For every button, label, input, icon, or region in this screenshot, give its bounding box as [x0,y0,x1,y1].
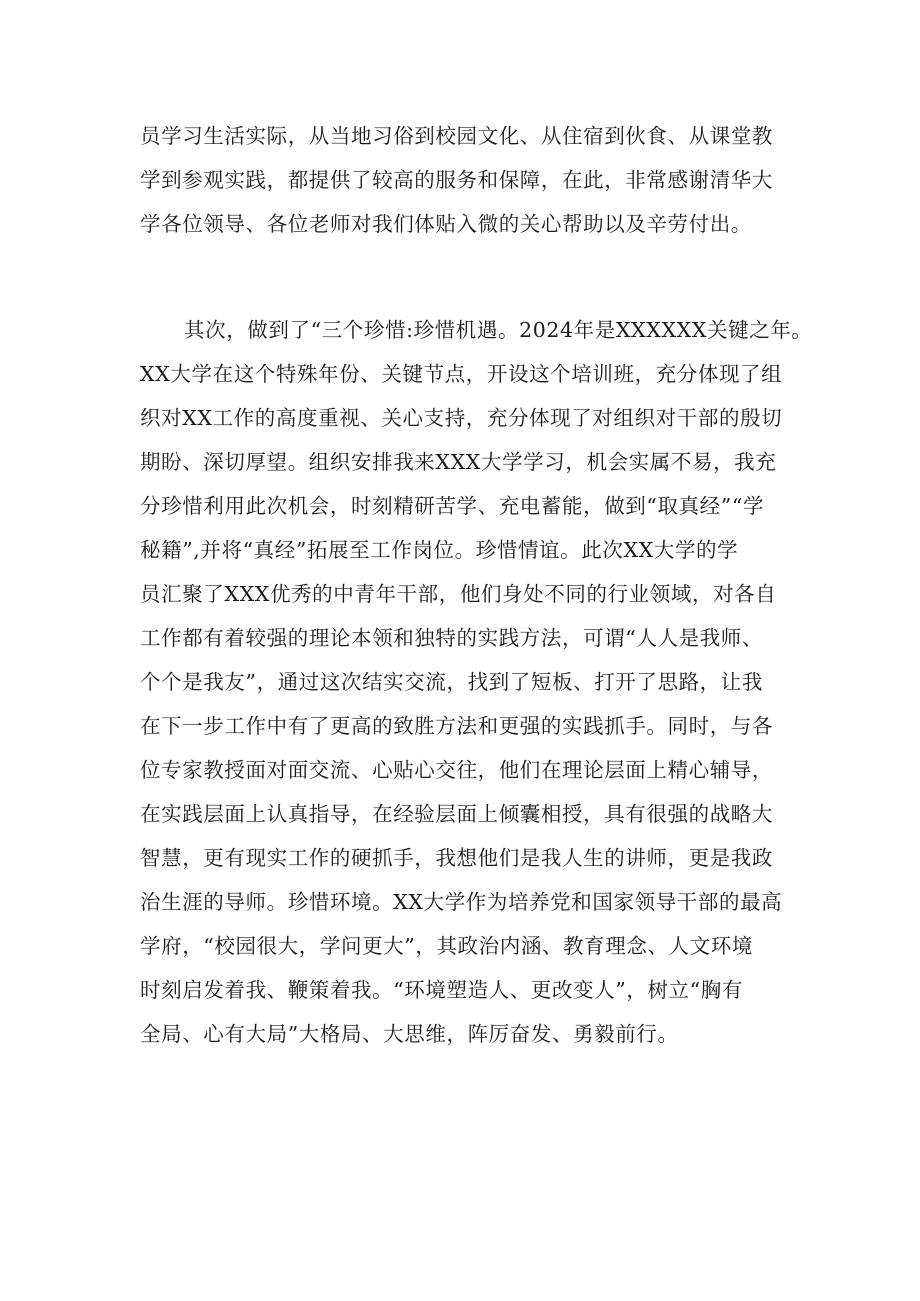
text-line: 治生涯的导师。珍惜环境。XX大学作为培养党和国家领导干部的最高 [140,890,783,914]
text-line: 学到参观实践，都提供了较高的服务和保障，在此，非常感谢清华大 [140,168,773,192]
text-line: 工作都有着较强的理论本领和独特的实践方法，可谓“人人是我师、 [140,626,763,650]
text-line: 智慧，更有现实工作的硬抓手，我想他们是我人生的讲师，更是我政 [140,846,773,870]
text-line: XX大学在这个特殊年份、关键节点，开设这个培训班，充分体现了组 [140,362,783,386]
text-line: 期盼、深切厚望。组织安排我来XXX大学学习，机会实属不易，我充 [140,450,777,474]
text-line: 秘籍”,并将“真经”拓展至工作岗位。珍惜情谊。此次XX大学的学 [140,538,739,562]
text-line: 其次，做到了“三个珍惜:珍惜机遇。2024年是XXXXXX关键之年。 [184,318,813,342]
text-line: 学各位领导、各位老师对我们体贴入微的关心帮助以及辛劳付出。 [140,212,752,236]
text-line: 在下一步工作中有了更高的致胜方法和更强的实践抓手。同时，与各 [140,714,773,738]
text-line [140,1056,790,1100]
text-line: 织对XX工作的高度重视、关心支持，充分体现了对组织对干部的殷切 [140,406,783,430]
text-line: 在实践层面上认真指导，在经验层面上倾囊相授，具有很强的战略大 [140,802,773,826]
text-line: 员汇聚了XXX优秀的中青年干部，他们身处不同的行业领域，对各自 [140,582,777,606]
paragraph-1 [140,114,790,246]
text-line: 全局、心有大局”大格局、大思维，阵厉奋发、勇毅前行。 [140,1022,679,1046]
text-line: 分珍惜利用此次机会，时刻精研苦学、充电蓄能，做到“取真经”“学 [140,494,765,518]
text-line: 位专家教授面对面交流、心贴心交往，他们在理论层面上精心辅导， [140,758,773,782]
text-line: 时刻启发着我、鞭策着我。“环境塑造人、更改变人”，树立“胸有 [140,978,743,1002]
paragraph-2 [140,308,813,1100]
text-line: 学府，“校园很大，学问更大”，其政治内涵、教育理念、人文环境 [140,934,753,958]
text-line: 个个是我友”，通过这次结实交流，找到了短板、打开了思路，让我 [140,670,763,694]
text-line: 员学习生活实际，从当地习俗到校园文化、从住宿到伙食、从课堂教 [140,124,773,148]
